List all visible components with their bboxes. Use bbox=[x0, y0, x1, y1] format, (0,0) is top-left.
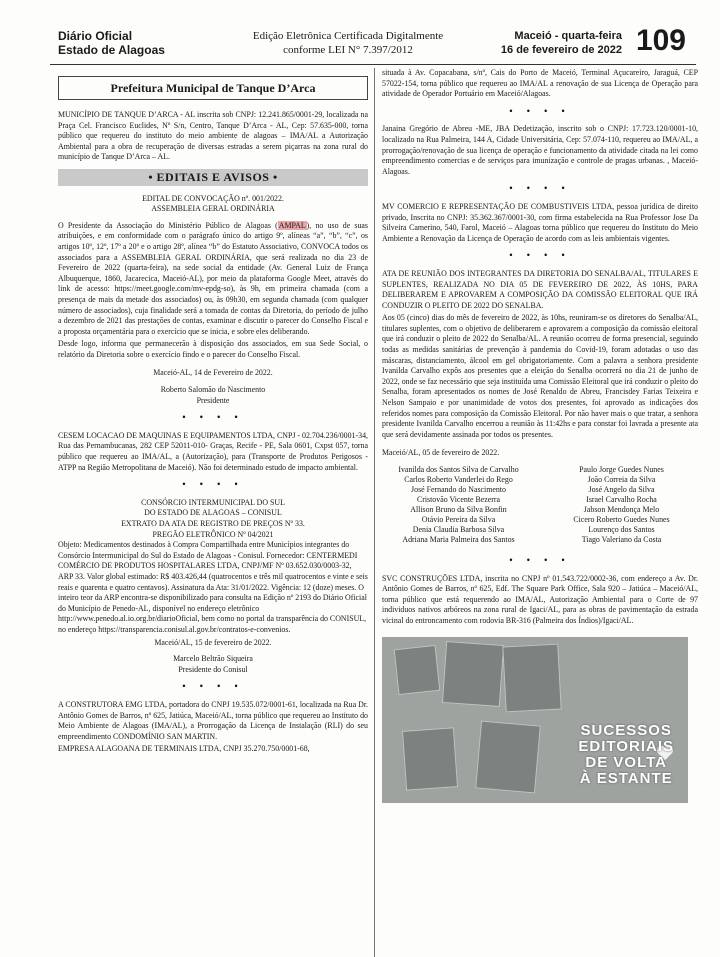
signature-name: João Correia da Silva bbox=[587, 475, 656, 484]
ampal-highlight: AMPAL bbox=[278, 220, 306, 230]
book-cover bbox=[442, 641, 504, 707]
signature-name: Israel Carvalho Rocha bbox=[586, 495, 657, 504]
svc-notice: SVC CONSTRUÇÕES LTDA, inscrita no CNPJ nº 01.543.722/0002-36, com endereço a Av. Dr. Antônio Gomes de Barros, nº 625, Edf. The Square Park Office, Sala 920 – Jatiúca – Maceió/AL, torna público que está requerendo ao IMA/AL, Autorização Ambiental para o Corte de 97 individuos nativos arbóreos na zona rural de Igaci/AL, para as obras de pavimentação da estrada vicinal do entroncamento com rodovia BR-316 (Palmeira dos Índios)/Igaci/AL. bbox=[382, 573, 698, 625]
ata-body: Aos 05 (cinco) dias do mês de fevereiro de 2022, às 10hs, reuniram-se os diretores do Senalba/AL, titulares suplentes, com o objetivo de deliberarem e aprovarem a composição da comissão eleitoral que irá conduzir o pleito de 2022 do Senalba/AL. A reunião ocorreu de forma presencial, seguindo todas as medidas sanitárias de prevenção à pandemia do Covid-19, foram adotadas o uso das máscaras, distanciamento, álcool em gel obrigatoriamente. Com a palavra a senhora presidente Ivanilda Carvalho expôs aos presentes que a eleição do Senalba ocorrerá no dia 21 de junho de 2022, onde se faz necessário que seja instituída uma Comissão Eleitoral que irá conduzir o pleito do Senalba, foram apresentados os nomes de José Renaldo de Abreu, Francisdey Farias Teixeira e Nelson Sampaio e por unanimidade de votos dos presentes, foi aprovado as indicações dos referidos nomes para composição da Comissão Eleitoral. Por não haver mais o que tratar, a senhora presidente Ivanilda Carvalho encerrou a reunião às 11:42hs e para constar foi lavrada a presente ata que será devidamente assinada por todos os presentes. bbox=[382, 313, 698, 439]
emg-notice: A CONSTRUTORA EMG LTDA, portadora do CNPJ 19.535.072/0001-61, localizada na Rua Dr. Antônio Gomes de Barros, nº 625, Jatiúca, Maceió/AL, torna público que requereu ao Instituto do Meio Ambiente de Alagoas (IMA/AL), a Prorrogação da Licença de Instalação (RLI) do seu empreendimento CONDOMÍNIO SAN MARTIN. bbox=[58, 699, 368, 741]
consorcio-title bbox=[58, 498, 368, 540]
edital-signer-role: Presidente bbox=[196, 395, 230, 405]
edital-body bbox=[58, 221, 368, 338]
book-cover bbox=[475, 720, 541, 793]
issue-date-text: 16 de fevereiro de 2022 bbox=[500, 44, 622, 56]
separator-dots: • • • • bbox=[182, 479, 244, 490]
publication-state: Estado de Alagoas bbox=[58, 43, 165, 57]
edital-signature bbox=[58, 385, 368, 406]
advertisement-headline bbox=[578, 723, 674, 787]
janaina-notice: Janaina Gregório de Abreu -ME, JBA Dedetização, inscrito sob o CNPJ: 17.723.120/0001-10, localizado na Rua Palmeira, 144 A, Cidade Universitária, Cep: 57.074-110, requereu ao IMA/AL, a prorrogação/renovação de sua licença de operação e funcionamento da atividade citada na lei como empreendimento comercias e de serviços para imunização e controle de pragas urbanas. , Maceió-Alagoas. bbox=[382, 124, 698, 176]
empresa-notice: EMPRESA ALAGOANA DE TERMINAIS LTDA, CNPJ 35.270.750/0001-68, bbox=[58, 744, 310, 754]
cesem-notice: CESEM LOCACAO DE MAQUINAS E EQUIPAMENTOS LTDA, CNPJ - 02.704.236/0001-34, Rua das Pernambucanas, 282 CEP 52011-010- Graças, Recife - PE, Sala 0601, Cxpst 057, torna público que requereu ao IMA/AL, a (Autorização), para (Transporte de Produtos Perigosos - ATPP na Região Metropolitana de Maceió). Não foi determinado estudo de impacto ambiental. bbox=[58, 430, 368, 472]
signature-name: José Fernando do Nascimento bbox=[411, 485, 506, 494]
publication-title: Diário Oficial bbox=[58, 29, 133, 43]
signature-name: Allison Bruno da Silva Bonfin bbox=[410, 505, 507, 514]
edital-body-part1: O Presidente da Associação do Ministério Público de Alagoas ( bbox=[58, 220, 278, 230]
signature-name: Otávio Pereira da Silva bbox=[421, 515, 496, 524]
separator-dots: • • • • bbox=[509, 105, 571, 116]
ad-line4: À ESTANTE bbox=[579, 769, 673, 787]
signature-name: Adriana Maria Palmeira dos Santos bbox=[402, 535, 515, 544]
certification-line2: conforme LEI N° 7.397/2012 bbox=[283, 44, 413, 56]
book-cover bbox=[402, 727, 458, 790]
issue-weekday: Maceió - quarta-feira bbox=[514, 30, 622, 42]
edital-date: Maceió-AL, 14 de Fevereiro de 2022. bbox=[153, 368, 273, 378]
ad-line2: EDITORIAIS bbox=[578, 737, 674, 755]
separator-dots: • • • • bbox=[509, 183, 571, 194]
signature-name: Denia Claudia Barbosa Silva bbox=[412, 525, 505, 534]
signature-name: Carlos Roberto Vanderlei do Rego bbox=[404, 475, 513, 484]
continuation-notice: situada à Av. Copacabana, s/nº, Cais do Porto de Maceió, Terminal Açucareiro, Jaraguá, CEP 57022-154, torna público que requereu ao IMA/AL a renovação de sua Licença de Operação para atividade de Operador Portuário em Maceió/Alagoas. bbox=[382, 68, 698, 99]
mv-notice: MV COMERCIO E REPRESENTAÇÃO DE COMBUSTIVEIS LTDA, pessoa jurídica de direito privado, Inscrita no CNPJ: 35.362.367/0001-30, com firma estabelecida na Rua Professor Jose Da Silveira Camerino, 540, Farol, Maceió – Alagoas torna público que requereu do Instituto do Meio Ambiente a Renovação da Licença de Operação de acordo com as leis ambientais vigentes. bbox=[382, 201, 698, 243]
column-separator bbox=[374, 68, 375, 957]
publication-name bbox=[58, 29, 165, 57]
consorcio-date: Maceió/AL, 15 de fevereiro de 2022. bbox=[154, 637, 272, 647]
signature-name: Lourenço dos Santos bbox=[588, 525, 655, 534]
consorcio-title-line4: PREGÃO ELETRÔNICO Nº 04/2021 bbox=[152, 529, 274, 539]
separator-dots: • • • • bbox=[182, 681, 244, 692]
ata-date: Maceió/AL, 05 de fevereiro de 2022. bbox=[382, 448, 500, 458]
separator-dots: • • • • bbox=[509, 555, 571, 565]
issue-date bbox=[494, 29, 622, 57]
editais-banner: • EDITAIS E AVISOS • bbox=[58, 169, 368, 186]
consorcio-signature bbox=[58, 654, 368, 675]
edital-signer-name: Roberto Salomão do Nascimento bbox=[160, 385, 266, 395]
signature-name: Jabson Mendonça Melo bbox=[583, 505, 660, 514]
edital-title-line1: EDITAL DE CONVOCAÇÃO nº. 001/2022. bbox=[142, 193, 284, 203]
advertisement-image bbox=[382, 637, 688, 803]
ad-line3: DE VOLTA bbox=[585, 753, 668, 771]
consorcio-title-line1: CONSÓRCIO INTERMUNICIPAL DO SUL bbox=[141, 497, 285, 507]
header-rule bbox=[50, 64, 696, 65]
signature-name: Tiago Valeriano da Costa bbox=[581, 535, 662, 544]
consorcio-title-line3: EXTRATO DA ATA DE REGISTRO DE PREÇOS Nº 33. bbox=[121, 519, 305, 528]
signature-name: Cicero Roberto Guedes Nunes bbox=[573, 515, 670, 524]
signature-name: Ivanilda dos Santos Silva de Carvalho bbox=[398, 465, 519, 474]
signature-name: Cristovão Vicente Bezerra bbox=[416, 495, 501, 504]
separator-dots: • • • • bbox=[182, 412, 244, 423]
right-column bbox=[382, 68, 698, 957]
consorcio-signer-role: Presidente do Conisul bbox=[178, 664, 248, 674]
separator-dots: • • • • bbox=[509, 250, 571, 261]
signature-name: José Angelo da Silva bbox=[588, 485, 655, 494]
page-header bbox=[42, 26, 698, 62]
consorcio-signer-name: Marcelo Beltrão Siqueira bbox=[173, 654, 253, 664]
signature-name: Paulo Jorge Guedes Nunes bbox=[579, 465, 664, 474]
consorcio-title-line2: DO ESTADO DE ALAGOAS – CONISUL bbox=[144, 508, 282, 518]
signature-list bbox=[382, 465, 698, 545]
book-cover bbox=[502, 643, 561, 712]
tanque-notice: MUNICÍPIO DE TANQUE D’ARCA - AL inscrita sob CNPJ: 12.241.865/0001-29, localizada na Praça Cel. Francisco Euclides, Nº S/n, Centro, Tanque D’Arca - AL, Cep: 57.635-000, torna público que requereu do instituto do meio ambiente de alagoas – IMA/AL a Autorização Ambiental para a obra de recuperação de diversas estradas a serem piçarras na zona rural do município de Tanque D’Arca – AL. bbox=[58, 110, 368, 162]
prefeitura-title: Prefeitura Municipal de Tanque D’Arca bbox=[58, 76, 368, 100]
edital-title-line2: ASSEMBLEIA GERAL ORDINÁRIA bbox=[151, 204, 275, 214]
edital-body-2: Desde logo, informa que permanecerão à disposição dos associados, em sua Sede Social, o relatório da Diretoria sobre o exercício findo e o parecer do Conselho Fiscal. bbox=[58, 339, 368, 359]
page-number: 109 bbox=[635, 24, 686, 57]
ad-line1: SUCESSOS bbox=[580, 721, 672, 739]
ata-title: ATA DE REUNIÃO DOS INTEGRANTES DA DIRETORIA DO SENALBA/AL, TITULARES E SUPLENTES, REALIZADA NO DIA 05 DE FEVEREIRO DE 2022, ÀS 10HS, PARA DELIBERAREM E APROVAREM A COMPOSIÇÃO DA COMISSÃO ELEITORAL QUE IRÁ CONDUZIR O PLEITO DE 2022 DO SENALBA. bbox=[382, 268, 698, 310]
consorcio-body: Objeto: Medicamentos destinados à Compra Compartilhada entre Municípios integrantes do Consórcio Intermunicipal do Sul do Estado de Alagoas - Conisul. Fornecedor: CENTERMEDI COMÉRCIO DE PRODUTOS HOSPITALARES LTDA, CNPJ/MF Nº 03.652.030/0003-32, ARP 33. Valor global estimado: R$ 403.426,44 (quatrocentos e três mil quatrocentos e vinte e seis reais e quarenta e quatro centavos). Assinatura da Ata: 31/01/2022. Vigência: 12 (doze) meses. O inteiro teor da ARP encontra-se disponibilizado para consulta na Edição nº 2193 do Diário Oficial do Município de Penedo-AL, disponível no endereço eletrônico http://www.penedo.al.io.org.br/diarioOficial, bem como no portal da transparência do CONISUL, no endereço https://transparencia.conisul.al.gov.br/contratos-e-convenios. bbox=[58, 540, 368, 634]
certification-line1: Edição Eletrônica Certificada Digitalmente bbox=[252, 30, 444, 42]
edital-title bbox=[58, 194, 368, 215]
book-cover bbox=[394, 644, 441, 694]
certification-note bbox=[238, 29, 458, 57]
edital-body-part2: ), no uso de suas atribuições, e em conformidade com o parágrafo único do artigo 9º, alíneas “a”, “b”, “c”, os artigos 10º, 12º, 17º a 20º e o artigo 28º, alínea “b” do Estatuto Associativo, CONVOCA todos os associados para a ASSEMBLEIA GERAL ORDINÁRIA, que será realizada no dia 23 de Fevereiro de 2022 (quarta-feira), na sede social da entidade (Av. General Luiz de França Albuquerque, 1860, Jacarecica, Maceió-AL), por meio da plataforma Google Meet, através do link de acesso: https://meet.google.com/mv-epdg-so), às 9h, em primeira chamada (com a presença de mais da metade dos associados) ou, às 09h30, em segunda chamada (com qualquer número de associados), cuja finalidade será a tomada de contas da Diretoria, do período de julho a dezembro de 2021 das prestações de contas, examinar e discutir o parecer do Conselho Fiscal e a proposta orçamentária para o exercício que se inicia, e sobre eles deliberando. bbox=[58, 220, 368, 336]
left-column bbox=[58, 68, 368, 957]
